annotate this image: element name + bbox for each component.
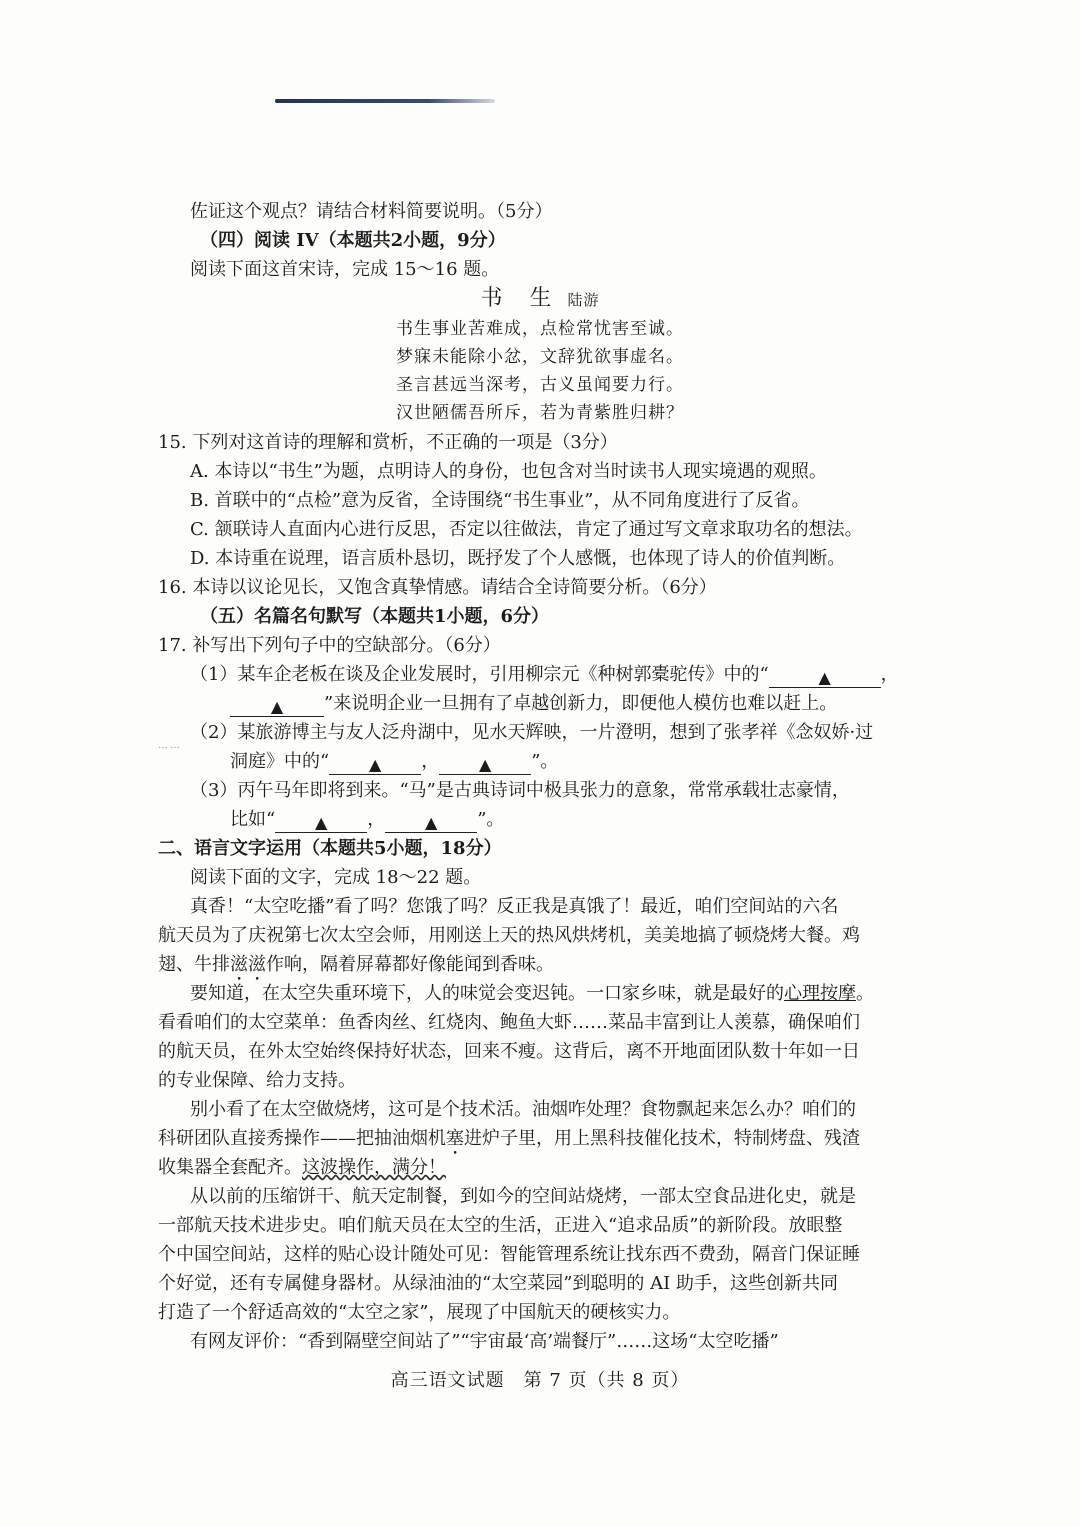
passage-line: 的航天员，在外太空始终保持好状态，回来不瘦。这背后，离不开地面团队数十年如一日 (158, 1041, 860, 1062)
passage-line: 航天员为了庆祝第七次太空会师，用刚送上天的热风烘烤机，美美地搞了顿烧烤大餐。鸡 (158, 925, 860, 946)
option-15-d: D. 本诗重在说理，语言质朴恳切，既抒发了个人感慨，也体现了诗人的价值判断。 (190, 548, 846, 569)
option-15-a: A. 本诗以“书生”为题，点明诗人的身份，也包含对当时读书人现实境遇的观照。 (190, 461, 827, 482)
option-15-c: C. 颔联诗人直面内心进行反思，否定以往做法，肯定了通过写文章求取功名的想法。 (190, 519, 863, 540)
q17-1-text-end: ”来说明企业一旦拥有了卓越创新力，即便他人模仿也难以赶上。 (324, 693, 838, 714)
triangle-icon: ▲ (315, 813, 328, 832)
scan-dots: …… (158, 740, 182, 751)
poem-line-2: 梦寐未能除小忿，文辞犹欲事虚名。 (396, 347, 684, 367)
answer-blank[interactable] (439, 752, 531, 775)
q17-3-text: 比如“ (230, 809, 276, 830)
wavy-underlined-phrase: 这波操作，满分！ (302, 1157, 446, 1178)
passage-line: 打造了一个舒适高效的“太空之家”，展现了中国航天的硬核实力。 (158, 1302, 681, 1323)
passage-line (190, 981, 874, 1007)
question-15: 15. 下列对这首诗的理解和赏析，不正确的一项是（3分） (158, 432, 618, 453)
scan-artifact-bar (275, 99, 495, 103)
passage-line: 别小看了在太空做烧烤，这可是个技术活。油烟咋处理？食物飘起来怎么办？咱们的 (190, 1099, 856, 1120)
poem-author: 陆游 (567, 291, 600, 309)
section-heading-language: 二、语言文字运用（本题共5小题，18分） (158, 838, 502, 859)
triangle-icon: ▲ (270, 697, 284, 716)
passage-text: 作响，隔着屏幕都好像能闻到香味。 (266, 954, 554, 975)
section-heading-5: （五）名篇名句默写（本题共1小题，6分） (200, 606, 550, 627)
answer-blank[interactable] (769, 665, 881, 688)
dotted-word: 滋滋 (230, 954, 266, 975)
poem-title (0, 286, 1080, 313)
question-17-2-line-2 (230, 749, 558, 775)
close-quote: ”。 (477, 809, 505, 830)
poem-line-1: 书生事业苦难成，点检常忧害至诚。 (396, 319, 684, 339)
answer-blank[interactable] (329, 752, 421, 775)
passage-line: 的专业保障、给力支持。 (158, 1070, 356, 1091)
passage-line: 有网友评价：“香到隔壁空间站了”“宇宙最‘高’端餐厅”……这场“太空吃播” (190, 1331, 779, 1352)
instruction-line: 阅读下面的文字，完成 18～22 题。 (190, 867, 482, 888)
poem-line-4: 汉世陋儒吾所斥，若为青紫胜归耕？ (396, 403, 684, 423)
q17-1-text: （1）某车企老板在谈及企业发展时，引用柳宗元《种树郭橐驼传》中的“ (190, 664, 769, 685)
text-line: 佐证这个观点？请结合材料简要说明。（5分） (190, 201, 553, 222)
poem-line-3: 圣言甚远当深考，古义虽闻要力行。 (396, 375, 684, 395)
question-17-1-line-2 (230, 691, 837, 717)
passage-text: 。 (856, 983, 874, 1004)
triangle-icon: ▲ (425, 813, 438, 832)
instruction-line: 阅读下面这首宋诗，完成 15～16 题。 (190, 259, 500, 280)
passage-text: 翅、牛排 (158, 954, 230, 975)
triangle-icon: ▲ (369, 755, 382, 774)
q17-2-text: 洞庭》中的“ (230, 751, 330, 772)
answer-blank[interactable] (230, 694, 324, 717)
underlined-phrase: 心理按摩 (784, 983, 856, 1004)
comma: ， (367, 809, 386, 830)
poem-title-text: 书 生 (480, 286, 562, 311)
passage-line: 个好觉，还有专属健身器材。从绿油油的“太空菜园”到聪明的 AI 助手，这些创新共同 (158, 1273, 838, 1294)
passage-text: 收集器全套配齐。 (158, 1157, 302, 1178)
triangle-icon: ▲ (818, 668, 831, 687)
passage-line (158, 1155, 446, 1181)
dotted-word: 塞 (446, 1128, 464, 1149)
question-17-3-line-1: （3）丙午马年即将到来。“马”是古典诗词中极具张力的意象，常常承载壮志豪情， (190, 780, 850, 801)
passage-line: 从以前的压缩饼干、航天定制餐，到如今的空间站烧烤，一部太空食品进化史，就是 (190, 1186, 856, 1207)
close-quote: ”。 (531, 751, 559, 772)
triangle-icon: ▲ (479, 755, 492, 774)
question-17-3-line-2 (230, 807, 504, 833)
page-footer: 高三语文试题 第 7 页（共 8 页） (390, 1370, 690, 1391)
question-16: 16. 本诗以议论见长，又饱含真挚情感。请结合全诗简要分析。（6分） (158, 577, 717, 598)
section-heading-reading-4: （四）阅读 IV（本题共2小题，9分） (200, 230, 506, 251)
comma: ， (880, 664, 899, 685)
question-17: 17. 补写出下列句子中的空缺部分。（6分） (158, 635, 501, 656)
passage-line: 个中国空间站，这样的贴心设计随处可见：智能管理系统让找东西不费劲，隔音门保证睡 (158, 1244, 860, 1265)
passage-text: 要知道，在太空失重环境下，人的味觉会变迟钝。一口家乡味，就是最好的 (190, 983, 784, 1004)
passage-line: 一部航天技术进步史。咱们航天员在太空的生活，正进入“追求品质”的新阶段。放眼整 (158, 1215, 843, 1236)
comma: ， (421, 751, 440, 772)
question-17-2-line-1: （2）某旅游博主与友人泛舟湖中，见水天辉映，一片澄明，想到了张孝祥《念奴娇·过 (190, 722, 874, 743)
passage-line: 真香！“太空吃播”看了吗？您饿了吗？反正我是真饿了！最近，咱们空间站的六名 (190, 896, 839, 917)
passage-text: 科研团队直接秀操作——把抽油烟机 (158, 1128, 446, 1149)
answer-blank[interactable] (385, 810, 477, 833)
answer-blank[interactable] (275, 810, 367, 833)
passage-line: 看看咱们的太空菜单：鱼香肉丝、红烧肉、鲍鱼大虾……菜品丰富到让人羡慕，确保咱们 (158, 1012, 860, 1033)
question-17-1-line-1 (190, 662, 899, 688)
passage-text: 进炉子里，用上黑科技催化技术，特制烤盘、残渣 (464, 1128, 860, 1149)
option-15-b: B. 首联中的“点检”意为反省，全诗围绕“书生事业”，从不同角度进行了反省。 (190, 490, 810, 511)
